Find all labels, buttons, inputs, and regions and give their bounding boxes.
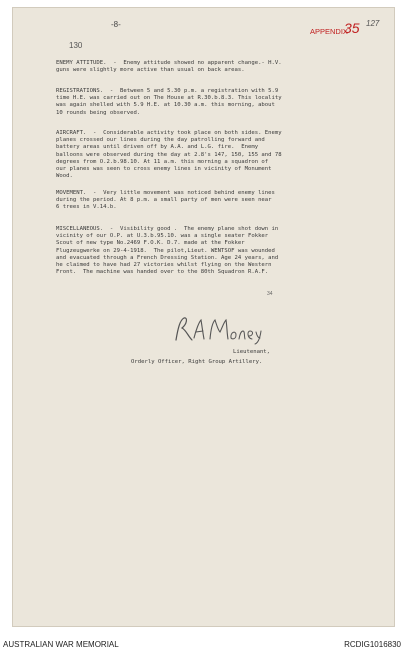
para-line: was again shelled with 5.9 H.E. at 10.30 a.m. this morning, about [56, 102, 275, 109]
para-line: guns were slightly more active than usual on back areas. [56, 67, 245, 74]
appendix-number: 35 [344, 20, 360, 36]
para-line: Flugzeugwerke on 29-4-1918. The pilot,Lieut. WENTSOF was wounded [56, 247, 275, 254]
para-line: balloons were observed during the day at 2.8's 147, 150, 155 and 78 [56, 151, 282, 158]
para-line: planes crossed our lines during the day patrolling forward and [56, 137, 265, 144]
paragraph-enemy-attitude [56, 60, 386, 74]
stamp-number: 130 [69, 41, 83, 50]
para-line: MOVEMENT. - Very little movement was noticed behind enemy lines [56, 190, 275, 196]
para-line: AIRCRAFT. - Considerable activity took place on both sides. Enemy [56, 130, 282, 136]
paragraph-registrations [56, 88, 386, 117]
para-line: during the period. At 8 p.m. a small party of men were seen near [56, 197, 272, 204]
signature-image [170, 314, 265, 346]
para-line: 6 trees in V.14.b. [56, 204, 117, 211]
handwritten-note: 34 [267, 291, 273, 297]
para-line: Scout of new type No.2469 F.O.K. D.7. made at the Fokker [56, 240, 245, 247]
paragraph-miscellaneous [56, 226, 386, 276]
document-sheet [12, 7, 395, 627]
para-line: 10 rounds being observed. [56, 109, 141, 116]
para-line: vicinity of our O.P. at U.3.b.95.10. was a single seater Fokker [56, 233, 269, 240]
paragraph-movement [56, 190, 386, 212]
paragraph-aircraft [56, 130, 386, 180]
appendix-stamp-label: APPENDIX [310, 27, 348, 36]
para-line: MISCELLANEOUS. - Visibility good . The enemy plane shot down in [56, 226, 279, 232]
archive-reference: RCDIG1016830 [344, 640, 401, 649]
signature-block [131, 349, 271, 366]
para-line: and evacuated through a French Dressing Station. Age 24 years, and [56, 254, 279, 261]
para-line: REGISTRATIONS. - Between 5 and 5.30 p.m. a registration with 5.9 [56, 88, 279, 94]
para-line: time H.E. was carried out on The House at R.30.b.8.3. This locality [56, 95, 282, 102]
para-line: Front. The machine was handed over to the 80th Squadron R.A.F. [56, 269, 269, 276]
signer-role: Orderly Officer, Right Group Artillery. [131, 359, 263, 366]
para-line: he claimed to have had 27 victories whilst flying on the Western [56, 262, 272, 269]
para-line: our planes was seen to cross enemy lines in vicinity of Monument [56, 166, 272, 173]
page-number: -8- [111, 20, 121, 29]
folio-number: 127 [366, 19, 380, 28]
para-line: degrees from O.2.b.98.10. At 11 a.m. this morning a squadron of [56, 158, 269, 165]
para-line: ENEMY ATTITUDE. - Enemy attitude showed no apparent change.- H.V. [56, 60, 282, 66]
para-line: Wood. [56, 173, 73, 180]
signer-rank: Lieutenant, [233, 349, 271, 355]
archive-name: AUSTRALIAN WAR MEMORIAL [3, 640, 119, 649]
para-line: battery areas until driven off by A.A. and L.G. fire. Enemy [56, 144, 259, 151]
